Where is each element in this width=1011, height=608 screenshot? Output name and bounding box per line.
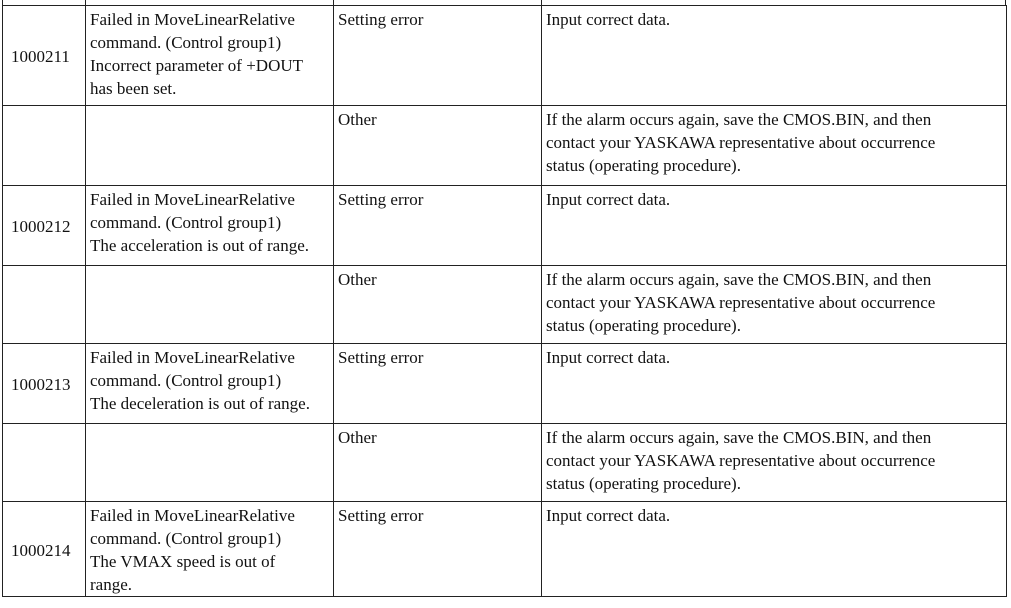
alarm-remedy [542,344,1007,424]
message-line: Failed in MoveLinearRelative [90,10,295,29]
remedy-line: status (operating procedure). [546,156,741,175]
alarm-table [2,5,1007,597]
alarm-remedy [542,106,1007,186]
alarm-remedy [542,424,1007,502]
alarm-cause: Other [334,424,542,502]
alarm-message [86,344,334,424]
alarm-cause: Setting error [334,502,542,597]
message-line: The acceleration is out of range. [90,236,310,255]
message-line: command. (Control group1) [90,371,282,390]
table-row [3,186,1007,266]
alarm-code-empty [3,266,86,344]
remedy-line: status (operating procedure). [546,316,741,335]
remedy-line: contact your YASKAWA representative about occurrence [546,451,936,470]
remedy-line: If the alarm occurs again, save the CMOS.BIN, and then [546,428,932,447]
message-line: The VMAX speed is out of [90,552,276,571]
remedy-line: contact your YASKAWA representative about occurrence [546,293,936,312]
alarm-message-empty [86,106,334,186]
table-row [3,344,1007,424]
message-line: Failed in MoveLinearRelative [90,348,295,367]
alarm-message-empty [86,424,334,502]
table-row [3,106,1007,186]
message-line: Failed in MoveLinearRelative [90,190,295,209]
table-row [3,424,1007,502]
alarm-remedy [542,186,1007,266]
alarm-code: 1000212 [3,186,86,266]
message-line: The deceleration is out of range. [90,394,310,413]
message-line: Incorrect parameter of +DOUT [90,56,304,75]
alarm-cause: Setting error [334,344,542,424]
table-row [3,502,1007,597]
remedy-line: If the alarm occurs again, save the CMOS.BIN, and then [546,110,932,129]
alarm-code: 1000211 [3,6,86,106]
remedy-line: If the alarm occurs again, save the CMOS.BIN, and then [546,270,932,289]
message-line: command. (Control group1) [90,213,282,232]
alarm-message [86,186,334,266]
alarm-remedy [542,502,1007,597]
message-line: command. (Control group1) [90,529,282,548]
remedy-line: Input correct data. [546,190,671,209]
alarm-message [86,6,334,106]
alarm-remedy [542,6,1007,106]
remedy-line: status (operating procedure). [546,474,741,493]
alarm-message-empty [86,266,334,344]
message-line: range. [90,575,133,594]
alarm-code-empty [3,424,86,502]
remedy-line: contact your YASKAWA representative about occurrence [546,133,936,152]
alarm-cause: Setting error [334,6,542,106]
table-row [3,266,1007,344]
alarm-cause: Other [334,266,542,344]
message-line: has been set. [90,79,177,98]
alarm-remedy [542,266,1007,344]
remedy-line: Input correct data. [546,10,671,29]
message-line: command. (Control group1) [90,33,282,52]
alarm-code: 1000214 [3,502,86,597]
alarm-code: 1000213 [3,344,86,424]
message-line: Failed in MoveLinearRelative [90,506,295,525]
alarm-code-empty [3,106,86,186]
alarm-cause: Other [334,106,542,186]
remedy-line: Input correct data. [546,348,671,367]
alarm-cause: Setting error [334,186,542,266]
alarm-message [86,502,334,597]
table-row [3,6,1007,106]
remedy-line: Input correct data. [546,506,671,525]
